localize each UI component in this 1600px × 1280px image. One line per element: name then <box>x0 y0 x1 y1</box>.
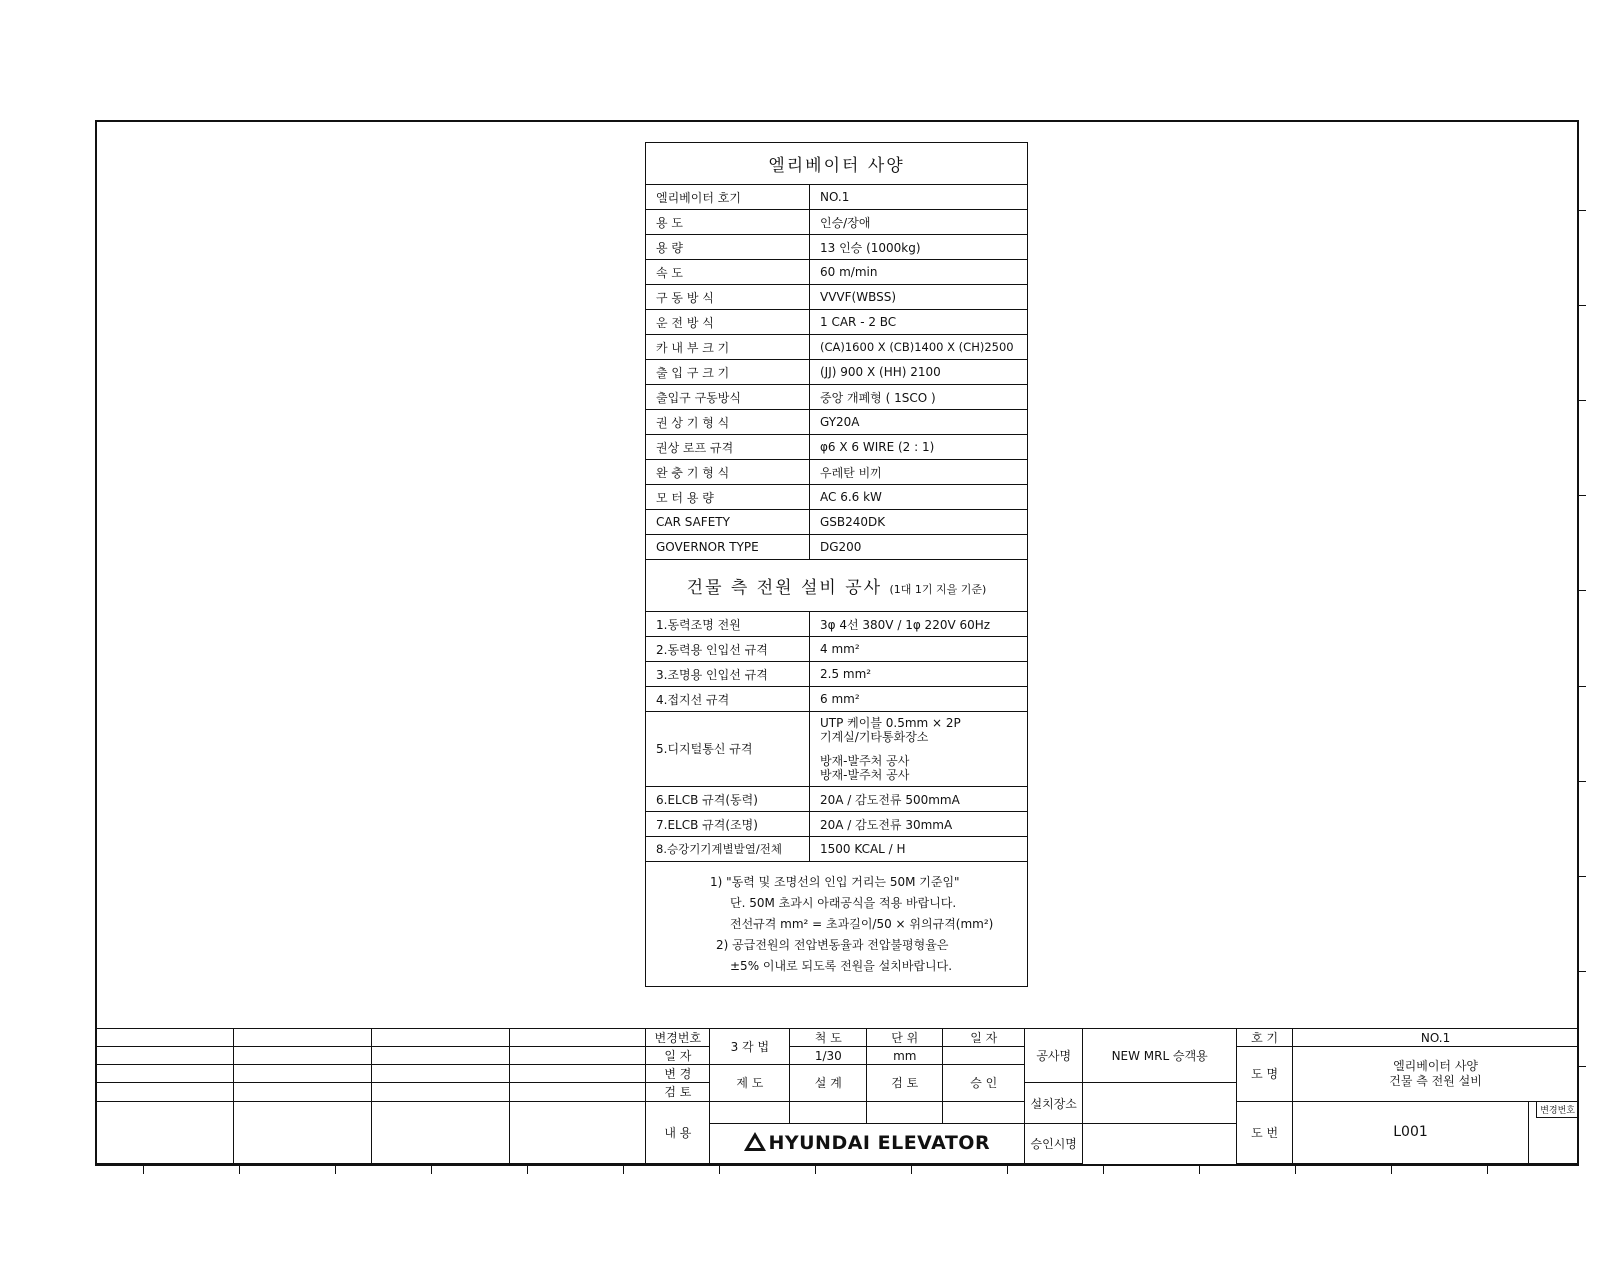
spec-row: CAR SAFETY GSB240DK <box>646 510 1028 535</box>
spec-row: 완 충 기 형 식 우레탄 비끼 <box>646 460 1028 485</box>
projection-label: 3 각 법 <box>710 1029 790 1065</box>
power-section-title: 건물 측 전원 설비 공사 (1대 1기 지을 기준) <box>646 560 1028 612</box>
spec-row: 2.동력용 인입선 규격 4 mm² <box>646 637 1028 662</box>
spec-row: 6.ELCB 규격(동력) 20A / 감도전류 500mmA <box>646 787 1028 812</box>
hyundai-triangle-icon <box>744 1132 766 1151</box>
spec-row: 구 동 방 식 VVVF(WBSS) <box>646 285 1028 310</box>
title-block: 변경번호 3 각 법 척 도 단 위 일 자 공사명 NEW MRL 승객용 호 기 NO.1 일 자 1/30 mm 도 명 엘리베이터 사양 건물 측 전원 설비 변 경 제 도 설 계 검 토 승 인 검 토 설치장소 내 용 도 번 L001 변경번호 HYUNDAI ELEVATOR 승인시명 <box>95 1028 1579 1164</box>
spec-row: GOVERNOR TYPE DG200 <box>646 535 1028 560</box>
elevator-spec-table <box>645 142 1028 987</box>
scale-value: 1/30 <box>790 1047 867 1065</box>
spec-row: 출 입 구 크 기 (JJ) 900 X (HH) 2100 <box>646 360 1028 385</box>
spec-row: 3.조명용 인입선 규격 2.5 mm² <box>646 662 1028 687</box>
spec-row: 권 상 기 형 식 GY20A <box>646 410 1028 435</box>
change-no-label: 변경번호 <box>646 1029 710 1047</box>
spec-row: 8.승강기기계별발열/전체 1500 KCAL / H <box>646 837 1028 862</box>
spec-row: 출입구 구동방식 중앙 개폐형 ( 1SCO ) <box>646 385 1028 410</box>
spec-row: 운 전 방 식 1 CAR - 2 BC <box>646 310 1028 335</box>
unit-no: NO.1 <box>1293 1029 1579 1047</box>
spec-title: 엘리베이터 사양 <box>646 143 1028 185</box>
spec-row: 엘리베이터 호기 NO.1 <box>646 185 1028 210</box>
unit-value: mm <box>867 1047 943 1065</box>
spec-row: 용 도 인승/장애 <box>646 210 1028 235</box>
spec-row: 카 내 부 크 기 (CA)1600 X (CB)1400 X (CH)2500 <box>646 335 1028 360</box>
spec-row: 권상 로프 규격 φ6 X 6 WIRE (2 : 1) <box>646 435 1028 460</box>
spec-row-digital: 5.디지털통신 규격 UTP 케이블 0.5mm × 2P 기계실/기타통화장소 방재-발주처 공사 방재-발주처 공사 <box>646 712 1028 787</box>
drawing-name: 엘리베이터 사양 건물 측 전원 설비 <box>1293 1047 1579 1101</box>
company-logo: HYUNDAI ELEVATOR <box>710 1123 1025 1163</box>
spec-row: 1.동력조명 전원 3φ 4선 380V / 1φ 220V 60Hz <box>646 612 1028 637</box>
revision-label: 변경번호 <box>1536 1102 1578 1118</box>
spec-notes: 1) "동력 및 조명선의 인입 거리는 50M 기준임" 단. 50M 초과시 아래공식을 적용 바랍니다. 전선규격 mm² = 초과길이/50 × 위의규격(mm²) 2) 공급전원의 전압변동율과 전압불평형율은 ±5% 이내로 되도록 전원을 설치바랍니다. <box>646 862 1028 987</box>
spec-row: 4.접지선 규격 6 mm² <box>646 687 1028 712</box>
drawing-number: L001 <box>1293 1101 1529 1164</box>
content-label: 내 용 <box>646 1101 710 1164</box>
spec-row: 모 터 용 량 AC 6.6 kW <box>646 485 1028 510</box>
client-label: 승인시명 <box>1025 1123 1083 1163</box>
project-label: 공사명 <box>1025 1029 1083 1083</box>
spec-row: 용 량 13 인승 (1000kg) <box>646 235 1028 260</box>
power-section-subtitle: (1대 1기 지을 기준) <box>889 583 987 596</box>
spec-row: 속 도 60 m/min <box>646 260 1028 285</box>
spec-row: 7.ELCB 규격(조명) 20A / 감도전류 30mmA <box>646 812 1028 837</box>
project-name: NEW MRL 승객용 <box>1083 1029 1237 1083</box>
